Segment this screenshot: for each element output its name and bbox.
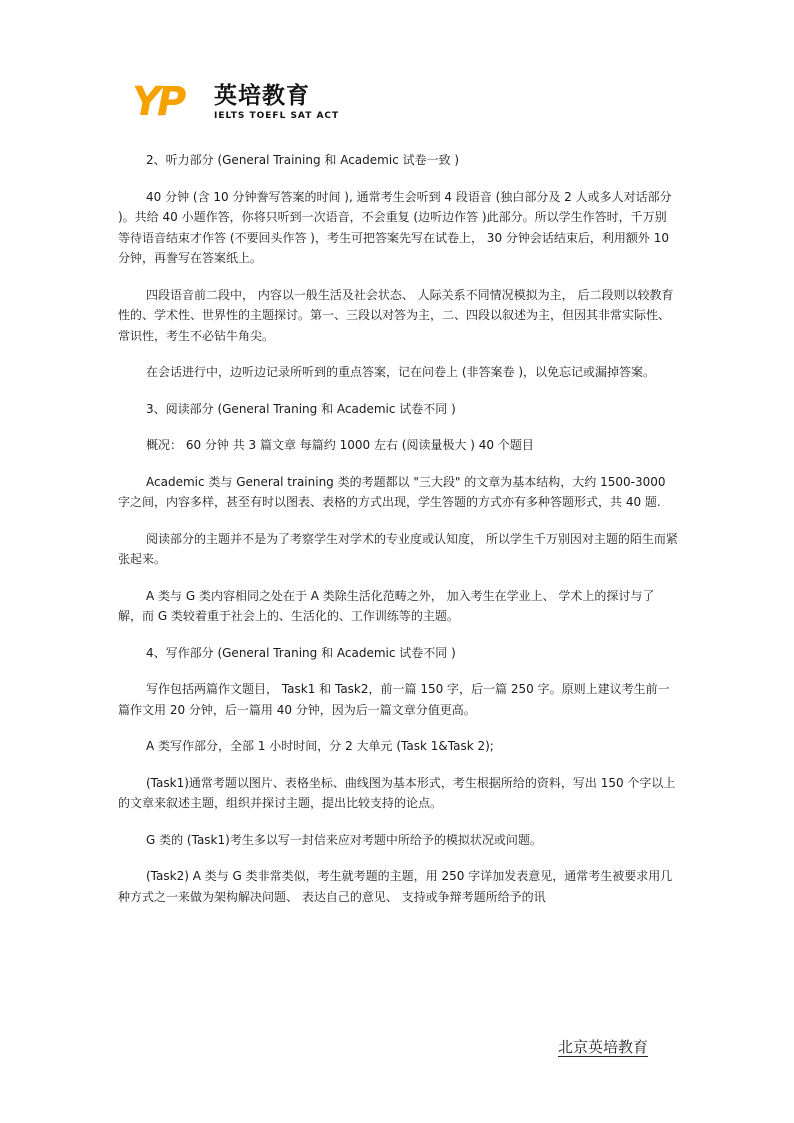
paragraph: 在会话进行中，边听边记录所听到的重点答案，记在问卷上 (非答案卷 )，以免忘记或漏掉答案。: [146, 365, 655, 379]
section-heading-reading: 3、阅读部分 (General Traning 和 Academic 试卷不同 ): [146, 401, 456, 416]
paragraph: 四段语音前二段中， 内容以一般生活及社会状态、 人际关系不同情况模拟为主， 后二段则以较教育性的、学术性、世界性的主题探讨。第一、三段以对答为主，二、四段以叙述为主，但因其非常实际性、常识性，考生不必钻牛角尖。: [118, 287, 674, 343]
document-body: [118, 150, 678, 923]
section-heading-writing: 4、写作部分 (General Traning 和 Academic 试卷不同 ): [146, 645, 456, 660]
paragraph: 写作包括两篇作文题目， Task1 和 Task2，前一篇 150 字，后一篇 250 字。原则上建议考生前一篇作文用 20 分钟，后一篇用 40 分钟，因为后一篇文章分值更高。: [118, 682, 670, 717]
company-logo: [132, 80, 342, 126]
paragraph: A 类写作部分，全部 1 小时时间，分 2 大单元 (Task 1&Task 2);: [146, 739, 494, 753]
paragraph: 阅读部分的主题并不是为了考察学生对学术的专业度或认知度， 所以学生千万别因对主题的陌生而紧张起来。: [118, 531, 678, 566]
paragraph: G 类的 (Task1)考生多以写一封信来应对考题中所给予的模拟状况或问题。: [146, 832, 542, 847]
paragraph: Academic 类与 General training 类的考题都以 "三大段" 的文章为基本结构，大约 1500-3000 字之间，内容多样，甚至有时以图表、表格的方式出现，学生答题的方式亦有多种答题形式，共 40 题.: [118, 474, 666, 509]
yp-logo-mark: YP: [132, 79, 183, 125]
logo-tagline: IELTS TOEFL SAT ACT: [214, 111, 340, 121]
footer-company-name: 北京英培教育: [558, 1038, 649, 1056]
section-heading-listening: 2、听力部分 (General Training 和 Academic 试卷一致 ): [146, 153, 460, 167]
paragraph: (Task1)通常考题以图片、表格坐标、曲线图为基本形式，考生根据所给的资料，写出 150 个字以上的文章来叙述主题，组织并探讨主题，提出比较支持的论点。: [118, 775, 676, 810]
reading-overview: 概况： 60 分钟 共 3 篇文章 每篇约 1000 左右 (阅读量极大 ) 40 个题目: [146, 438, 534, 452]
paragraph: 40 分钟 (含 10 分钟誊写答案的时间 ), 通常考生会听到 4 段语音 (独白部分及 2 人或多人对话部分 )。共给 40 小题作答，你将只听到一次语音，不会重复 (边听边作答 )此部分。所以学生作答时，千万别等待语音结束才作答 (不要回头作答 )，考生可把答案先写在试卷上， 30 分钟会话结束后，利用额外 10 分钟，再誊写在答案纸上。: [118, 189, 672, 265]
paragraph: A 类与 G 类内容相同之处在于 A 类除生活化范畴之外， 加入考生在学业上、 学术上的探讨与了解，而 G 类较着重于社会上的、生活化的、工作训练等的主题。: [118, 588, 655, 623]
logo-company-name: 英培教育: [214, 83, 310, 109]
paragraph: (Task2) A 类与 G 类非常类似，考生就考题的主题，用 250 字详加发表意见，通常考生被要求用几种方式之一来做为架构解决问题、 表达自己的意见、 支持或争辩考题所给予的讯: [118, 869, 673, 904]
